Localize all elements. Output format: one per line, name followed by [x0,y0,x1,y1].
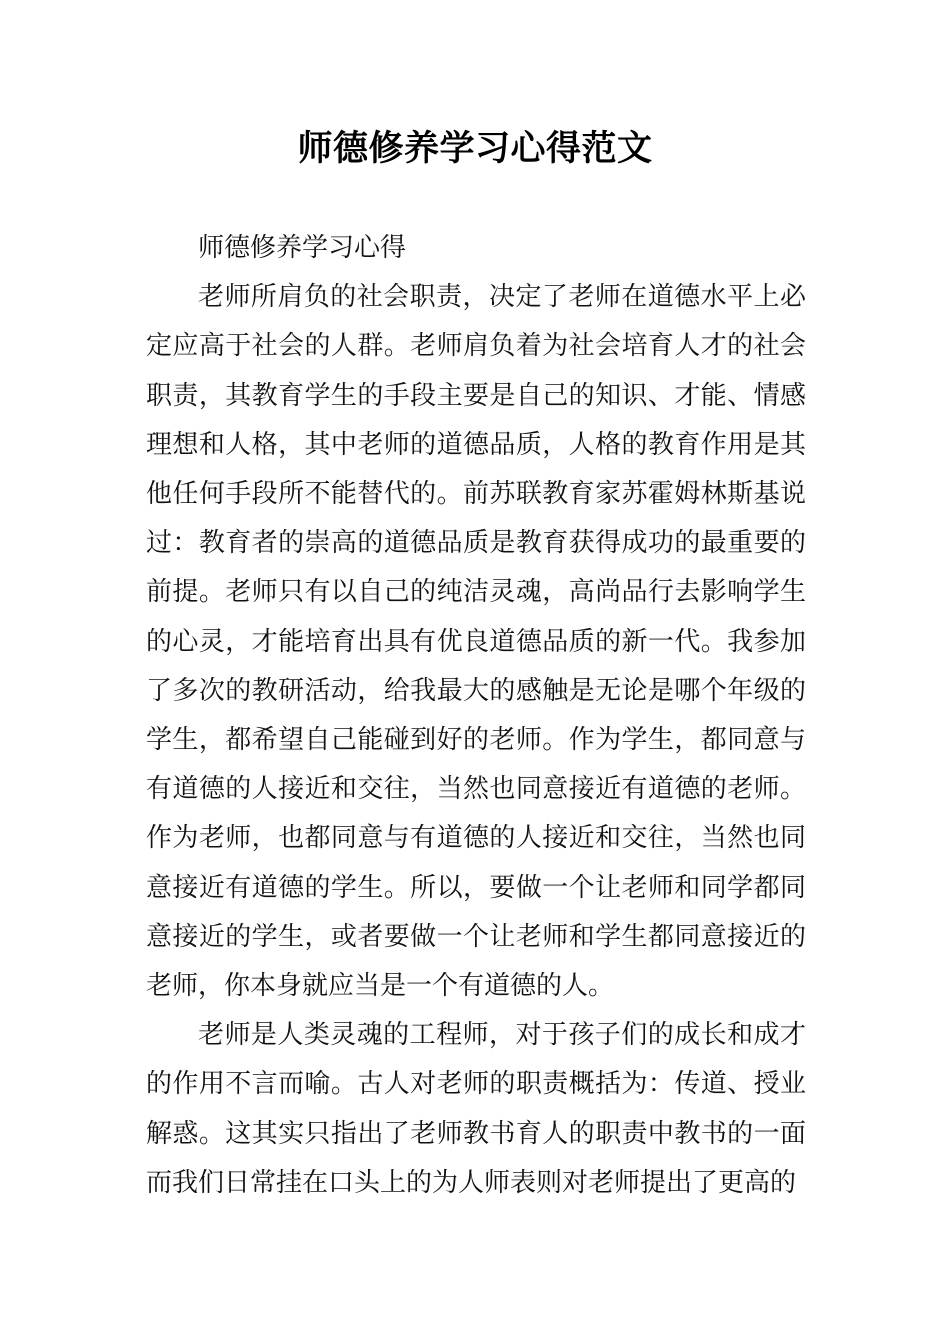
document-body [146,224,806,1208]
section-heading: 师德修养学习心得 [198,233,407,263]
document-title: 师德修养学习心得范文 [297,129,653,169]
body-paragraph-2: 老师是人类灵魂的工程师，对于孩子们的成长和成才的作用不言而喻。古人对老师的职责概括为：传道、授业解惑。这其实只指出了老师教书育人的职责中教书的一面而我们日常挂在口头上的为人师表则对老师提出了更高的 [146,1020,806,1198]
body-paragraph-1: 老师所肩负的社会职责，决定了老师在道德水平上必定应高于社会的人群。老师肩负着为社会培育人才的社会职责，其教育学生的手段主要是自己的知识、才能、情感理想和人格，其中老师的道德品质，人格的教育作用是其他任何手段所不能替代的。前苏联教育家苏霍姆林斯基说过：教育者的崇高的道德品质是教育获得成功的最重要的前提。老师只有以自己的纯洁灵魂，高尚品行去影响学生的心灵，才能培育出具有优良道德品质的新一代。我参加了多次的教研活动，给我最大的感触是无论是哪个年级的学生，都希望自己能碰到好的老师。作为学生，都同意与有道德的人接近和交往，当然也同意接近有道德的老师。作为老师，也都同意与有道德的人接近和交往，当然也同意接近有道德的学生。所以，要做一个让老师和同学都同意接近的学生，或者要做一个让老师和学生都同意接近的老师，你本身就应当是一个有道德的人。 [146,282,806,1002]
